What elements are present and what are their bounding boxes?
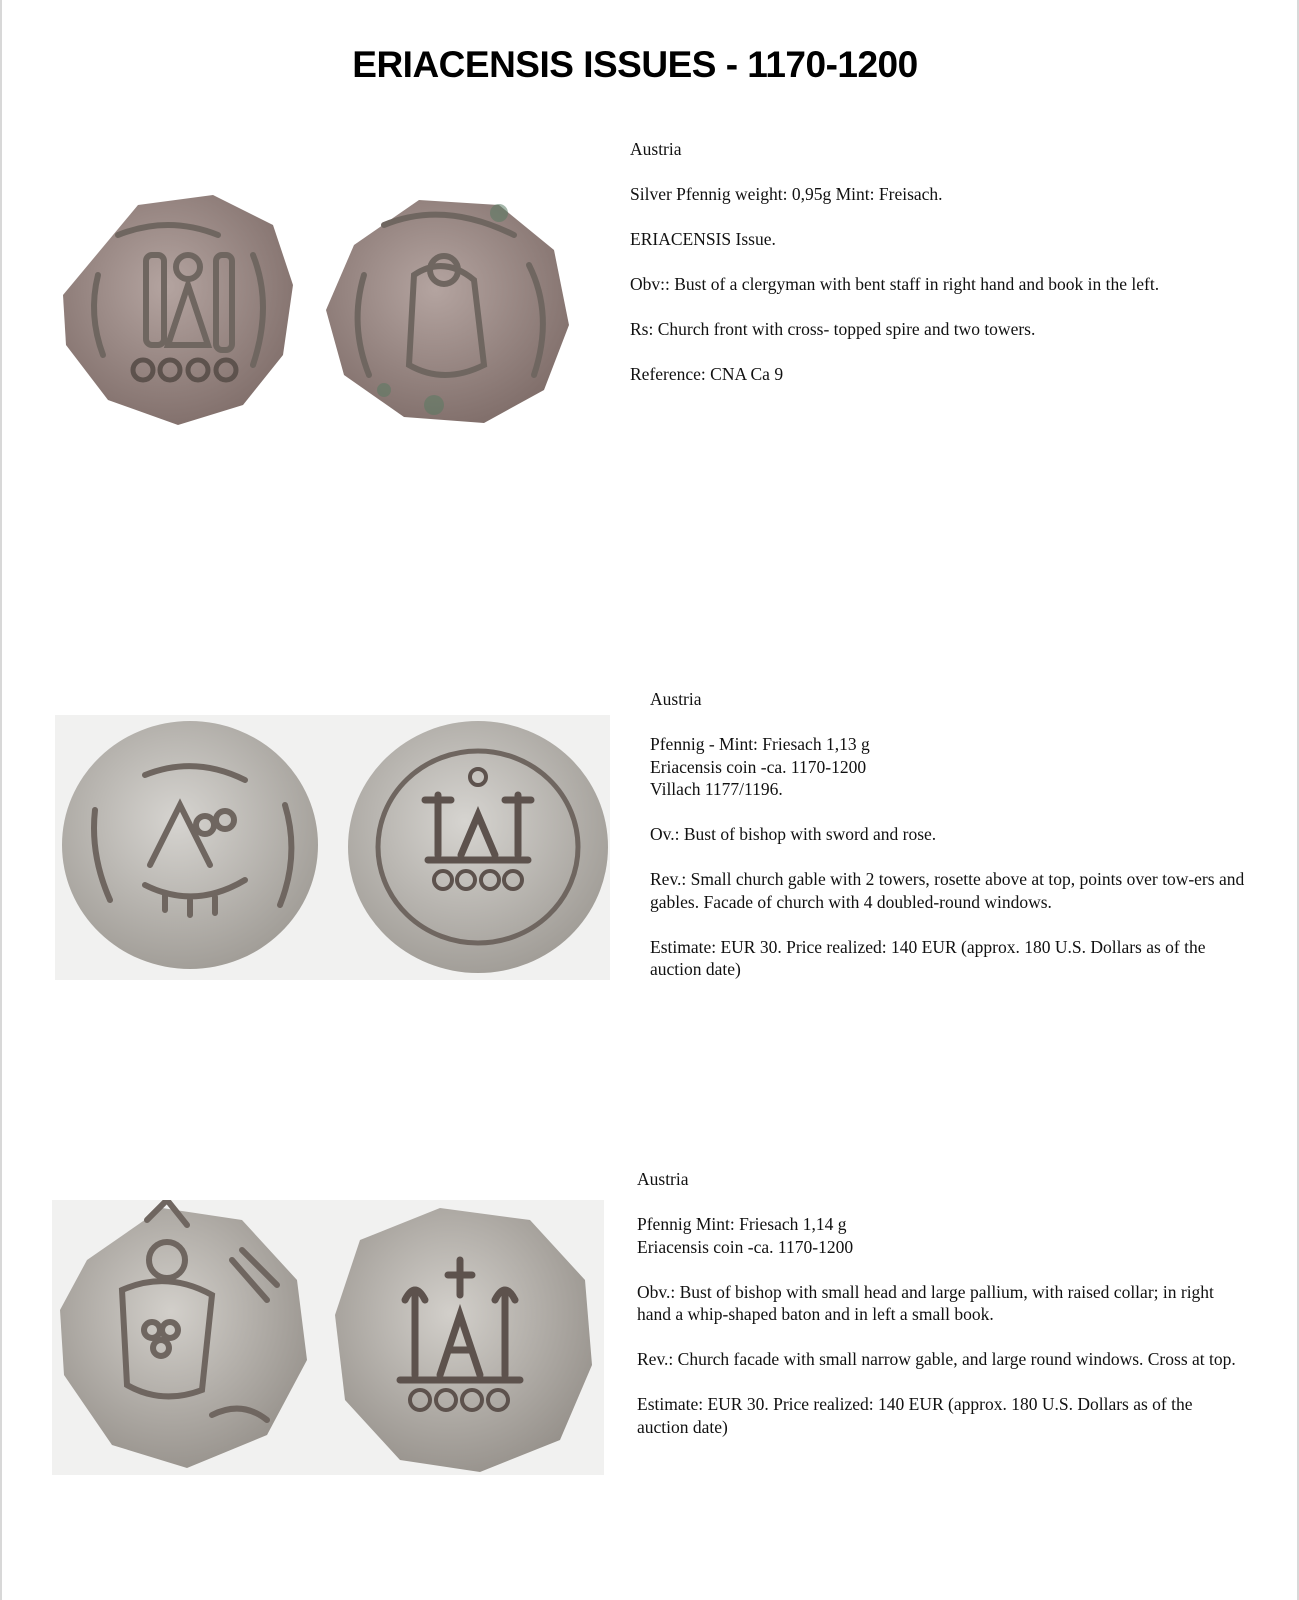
country: Austria bbox=[650, 689, 702, 709]
reference: Reference: CNA Ca 9 bbox=[630, 364, 784, 384]
mint-line: Pfennig Mint: Friesach 1,14 g bbox=[637, 1214, 847, 1234]
mint-line: Eriacensis coin -ca. 1170-1200 bbox=[650, 756, 867, 777]
reverse-description: Rev.: Church facade with small narrow gable, and large round windows. Cross at top. bbox=[637, 1349, 1236, 1369]
coin-photo-3 bbox=[52, 1200, 604, 1475]
country: Austria bbox=[630, 139, 682, 159]
mint-details bbox=[650, 733, 1250, 801]
page-edge-left bbox=[0, 0, 2, 1600]
coin-photo-1 bbox=[58, 195, 588, 430]
obverse-description: Obv.: Bust of bishop with small head and large pallium, with raised collar; in right hand a whip-shaped baton and in left a small book. bbox=[637, 1281, 1214, 1324]
coin-reverse-1 bbox=[326, 200, 569, 423]
coin-reverse-3 bbox=[335, 1208, 592, 1472]
coin-description-1 bbox=[630, 138, 1250, 386]
obverse-description: Obv:: Bust of a clergyman with bent staff in right hand and book in the left. bbox=[630, 274, 1160, 294]
mint-details bbox=[637, 1213, 1247, 1258]
coin-reverse-2 bbox=[348, 721, 608, 973]
coin-obverse-1 bbox=[63, 195, 293, 425]
mint-line: Pfennig - Mint: Friesach 1,13 g bbox=[650, 734, 870, 754]
reverse-description: Rs: Church front with cross- topped spire and two towers. bbox=[630, 319, 1036, 339]
coin-obverse-3 bbox=[60, 1200, 307, 1468]
country: Austria bbox=[637, 1169, 689, 1189]
denomination: Silver Pfennig weight: 0,95g Mint: Freisach. bbox=[630, 184, 943, 204]
reverse-description: Rev.: Small church gable with 2 towers, rosette above at top, points over tow-ers and gables. Facade of church with 4 doubled-round windows. bbox=[650, 869, 1245, 912]
estimate: Estimate: EUR 30. Price realized: 140 EUR (approx. 180 U.S. Dollars as of the auction date) bbox=[637, 1394, 1193, 1437]
issue: ERIACENSIS Issue. bbox=[630, 229, 776, 249]
coin-description-3 bbox=[637, 1168, 1247, 1438]
estimate: Estimate: EUR 30. Price realized: 140 EUR (approx. 180 U.S. Dollars as of the auction date) bbox=[650, 936, 1206, 979]
coin-obverse-2 bbox=[62, 721, 318, 969]
coin-photo-2 bbox=[55, 715, 610, 980]
mint-line: Villach 1177/1196. bbox=[650, 779, 783, 799]
page-title: ERIACENSIS ISSUES - 1170-1200 bbox=[352, 44, 918, 85]
coin-description-2 bbox=[650, 688, 1250, 981]
mint-line: Eriacensis coin -ca. 1170-1200 bbox=[637, 1236, 854, 1257]
obverse-description: Ov.: Bust of bishop with sword and rose. bbox=[650, 824, 937, 844]
